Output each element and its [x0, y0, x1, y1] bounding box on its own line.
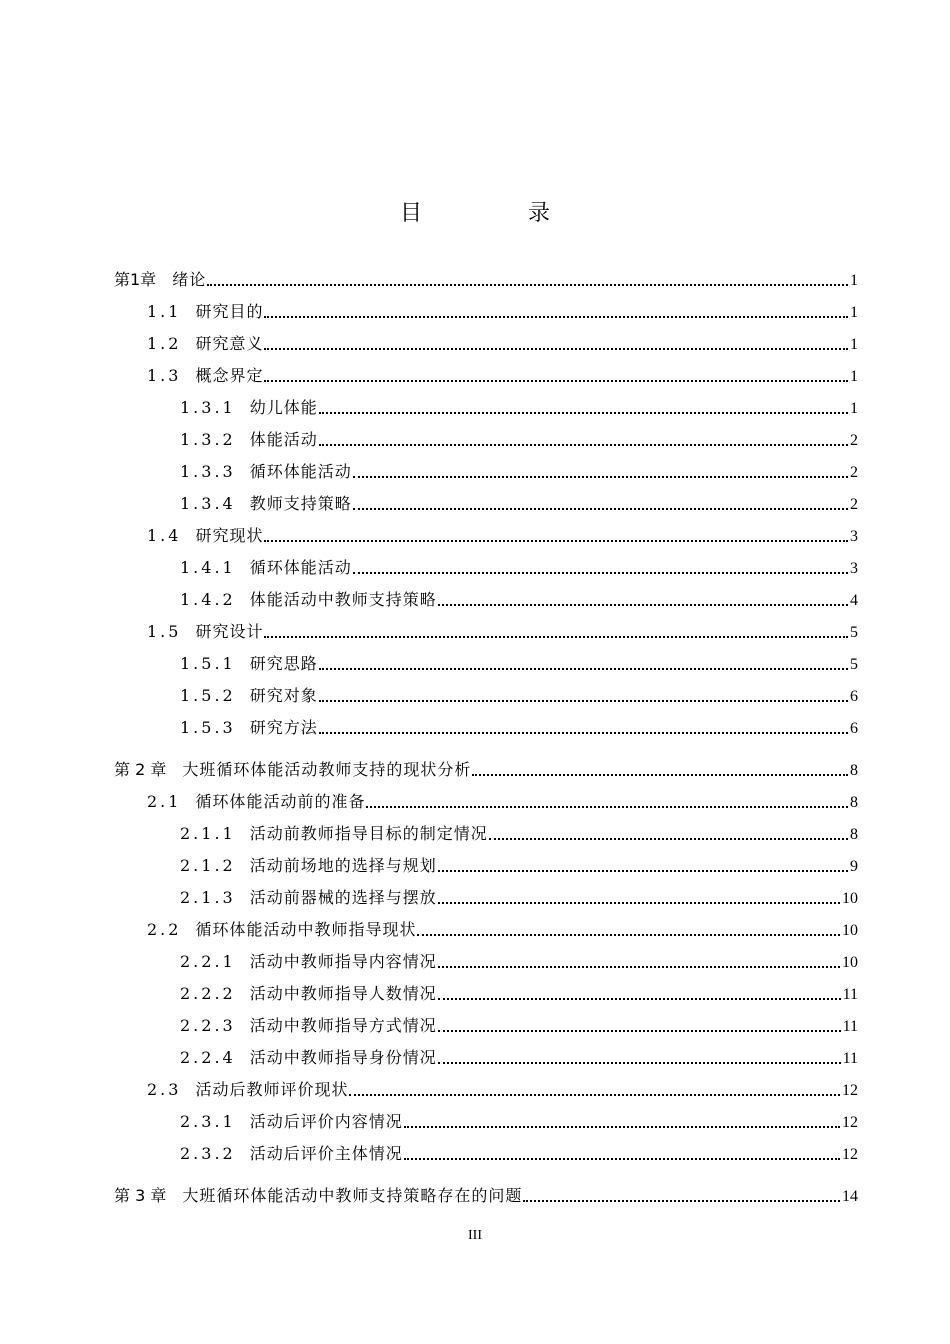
toc-entry-title: 研究方法 — [249, 718, 318, 737]
toc-entry-title: 活动中教师指导人数情况 — [249, 984, 437, 1003]
toc-entry-title: 研究思路 — [249, 654, 318, 673]
toc-entry-page-number: 10 — [842, 922, 858, 939]
toc-entry-page-number: 5 — [850, 656, 858, 673]
toc-entry-title: 活动前教师指导目标的制定情况 — [249, 824, 488, 843]
toc-entry-number: 1.4.2 — [180, 590, 236, 609]
toc-entry-title: 教师支持策略 — [249, 494, 352, 513]
toc-subsection-entry[interactable] — [180, 1046, 858, 1070]
toc-entry-title: 活动后教师评价现状 — [195, 1080, 349, 1099]
toc-dot-leader — [353, 562, 848, 574]
toc-entry-page-number: 1 — [850, 400, 858, 417]
toc-entry-number: 2.2.2 — [180, 984, 236, 1003]
toc-entry-page-number: 5 — [850, 624, 858, 641]
toc-subsection-entry[interactable] — [180, 854, 858, 878]
toc-entry-number: 2.3.2 — [180, 1144, 236, 1163]
toc-entry-title: 研究目的 — [195, 302, 264, 321]
toc-dot-leader — [319, 434, 848, 446]
toc-section-entry[interactable] — [147, 300, 858, 324]
toc-entry-number: 1.4 — [147, 526, 182, 545]
toc-entry-title: 绪论 — [172, 270, 207, 289]
toc-chapter-entry[interactable] — [114, 268, 858, 292]
toc-subsection-entry[interactable] — [180, 428, 858, 452]
toc-section-entry[interactable] — [147, 524, 858, 548]
toc-entry-page-number: 2 — [850, 496, 858, 513]
toc-entry-number: 1.4.1 — [180, 558, 236, 577]
toc-subsection-entry[interactable] — [180, 492, 858, 516]
toc-entry-number: 2.3.1 — [180, 1112, 236, 1131]
toc-chapter-entry[interactable] — [114, 758, 858, 782]
toc-section-entry[interactable] — [147, 332, 858, 356]
toc-section-entry[interactable] — [147, 1078, 858, 1102]
toc-dot-leader — [264, 338, 848, 350]
toc-entry-number: 1.3.3 — [180, 462, 236, 481]
toc-entry-title: 体能活动中教师支持策略 — [249, 590, 437, 609]
toc-dot-leader — [264, 626, 848, 638]
toc-entry-number: 1.3.2 — [180, 430, 236, 449]
toc-entry-number: 第 3 章 — [114, 1186, 167, 1205]
toc-entry-page-number: 2 — [850, 432, 858, 449]
toc-chapter-entry[interactable] — [114, 1184, 858, 1208]
toc-entry-title: 活动后评价内容情况 — [249, 1112, 403, 1131]
toc-dot-leader — [438, 1052, 841, 1064]
toc-entry-page-number: 3 — [850, 560, 858, 577]
toc-entry-page-number: 8 — [850, 826, 858, 843]
toc-subsection-entry[interactable] — [180, 460, 858, 484]
toc-entry-number: 第 2 章 — [114, 760, 167, 779]
toc-entry-number: 1.5.1 — [180, 654, 236, 673]
toc-dot-leader — [438, 1020, 841, 1032]
toc-dot-leader — [404, 1148, 840, 1160]
toc-subsection-entry[interactable] — [180, 556, 858, 580]
toc-entry-page-number: 6 — [850, 720, 858, 737]
page-number-footer: III — [468, 1228, 482, 1243]
toc-entry-page-number: 14 — [842, 1188, 858, 1205]
toc-entry-page-number: 10 — [842, 890, 858, 907]
toc-entry-number: 2.2.3 — [180, 1016, 236, 1035]
toc-entry-page-number: 1 — [850, 336, 858, 353]
toc-dot-leader — [489, 828, 848, 840]
toc-dot-leader — [366, 796, 848, 808]
toc-entry-page-number: 6 — [850, 688, 858, 705]
toc-dot-leader — [319, 658, 848, 670]
toc-dot-leader — [438, 594, 848, 606]
toc-entry-page-number: 8 — [850, 794, 858, 811]
toc-entry-number: 1.5.2 — [180, 686, 236, 705]
toc-entry-title: 研究意义 — [195, 334, 264, 353]
toc-subsection-entry[interactable] — [180, 950, 858, 974]
toc-entry-title: 研究对象 — [249, 686, 318, 705]
toc-entry-title: 体能活动 — [249, 430, 318, 449]
toc-entry-page-number: 11 — [842, 1018, 858, 1035]
toc-entry-number: 2.1.1 — [180, 824, 236, 843]
toc-entry-number: 1.5.3 — [180, 718, 236, 737]
toc-entry-number: 第1章 — [114, 270, 157, 289]
toc-section-entry[interactable] — [147, 620, 858, 644]
toc-entry-title: 大班循环体能活动教师支持的现状分析 — [182, 760, 472, 779]
toc-entry-title: 活动前器械的选择与摆放 — [249, 888, 437, 907]
toc-entry-page-number: 12 — [842, 1082, 858, 1099]
toc-entry-number: 2.1 — [147, 792, 182, 811]
toc-subsection-entry[interactable] — [180, 652, 858, 676]
toc-entry-number: 2.2.1 — [180, 952, 236, 971]
toc-entry-page-number: 2 — [850, 464, 858, 481]
toc-dot-leader — [319, 402, 848, 414]
toc-entry-page-number: 4 — [850, 592, 858, 609]
toc-entry-title: 活动前场地的选择与规划 — [249, 856, 437, 875]
toc-entry-title: 概念界定 — [195, 366, 264, 385]
toc-entry-number: 1.3 — [147, 366, 182, 385]
toc-entry-page-number: 3 — [850, 528, 858, 545]
toc-dot-leader — [207, 274, 848, 286]
toc-entry-number: 2.2.4 — [180, 1048, 236, 1067]
toc-dot-leader — [438, 956, 840, 968]
toc-section-entry[interactable] — [147, 364, 858, 388]
toc-title: 目 录 — [399, 201, 592, 226]
toc-entry-title: 研究设计 — [195, 622, 264, 641]
toc-subsection-entry[interactable] — [180, 822, 858, 846]
toc-entry-title: 研究现状 — [195, 526, 264, 545]
toc-dot-leader — [404, 1116, 840, 1128]
toc-entry-title: 大班循环体能活动中教师支持策略存在的问题 — [182, 1186, 523, 1205]
toc-entry-title: 循环体能活动中教师指导现状 — [195, 920, 417, 939]
toc-entry-title: 循环体能活动 — [249, 558, 352, 577]
toc-dot-leader — [438, 988, 841, 1000]
toc-entry-page-number: 8 — [850, 762, 858, 779]
toc-dot-leader — [349, 1084, 840, 1096]
toc-entry-page-number: 1 — [850, 304, 858, 321]
toc-entry-page-number: 11 — [842, 986, 858, 1003]
toc-subsection-entry[interactable] — [180, 886, 858, 910]
toc-subsection-entry[interactable] — [180, 982, 858, 1006]
toc-entry-title: 活动中教师指导身份情况 — [249, 1048, 437, 1067]
toc-entry-title: 循环体能活动 — [249, 462, 352, 481]
toc-dot-leader — [353, 498, 848, 510]
toc-section-entry[interactable] — [147, 918, 858, 942]
toc-dot-leader — [438, 860, 848, 872]
toc-entry-title: 活动后评价主体情况 — [249, 1144, 403, 1163]
toc-entry-number: 1.3.1 — [180, 398, 236, 417]
toc-dot-leader — [438, 892, 840, 904]
toc-entry-number: 1.2 — [147, 334, 182, 353]
toc-subsection-entry[interactable] — [180, 1110, 858, 1134]
toc-entry-number: 2.1.2 — [180, 856, 236, 875]
toc-dot-leader — [264, 370, 848, 382]
toc-dot-leader — [353, 466, 848, 478]
toc-entry-number: 2.3 — [147, 1080, 182, 1099]
toc-entry-number: 1.3.4 — [180, 494, 236, 513]
toc-entry-number: 1.1 — [147, 302, 182, 321]
toc-dot-leader — [264, 530, 848, 542]
toc-entry-page-number: 12 — [842, 1146, 858, 1163]
toc-entry-title: 幼儿体能 — [249, 398, 318, 417]
toc-subsection-entry[interactable] — [180, 588, 858, 612]
toc-dot-leader — [319, 722, 848, 734]
toc-section-entry[interactable] — [147, 790, 858, 814]
toc-entry-page-number: 1 — [850, 368, 858, 385]
toc-dot-leader — [472, 764, 848, 776]
toc-entry-title: 循环体能活动前的准备 — [195, 792, 366, 811]
toc-entry-number: 2.1.3 — [180, 888, 236, 907]
toc-entry-page-number: 9 — [850, 858, 858, 875]
toc-subsection-entry[interactable] — [180, 684, 858, 708]
toc-dot-leader — [417, 924, 840, 936]
toc-subsection-entry[interactable] — [180, 1014, 858, 1038]
toc-subsection-entry[interactable] — [180, 396, 858, 420]
toc-entry-title: 活动中教师指导内容情况 — [249, 952, 437, 971]
toc-entry-number: 1.5 — [147, 622, 182, 641]
toc-entry-page-number: 1 — [850, 272, 858, 289]
toc-entry-page-number: 11 — [842, 1050, 858, 1067]
toc-entry-page-number: 10 — [842, 954, 858, 971]
toc-entry-number: 2.2 — [147, 920, 182, 939]
toc-dot-leader — [319, 690, 848, 702]
toc-subsection-entry[interactable] — [180, 716, 858, 740]
toc-entry-page-number: 12 — [842, 1114, 858, 1131]
toc-subsection-entry[interactable] — [180, 1142, 858, 1166]
toc-dot-leader — [523, 1190, 840, 1202]
toc-entry-title: 活动中教师指导方式情况 — [249, 1016, 437, 1035]
toc-dot-leader — [264, 306, 848, 318]
